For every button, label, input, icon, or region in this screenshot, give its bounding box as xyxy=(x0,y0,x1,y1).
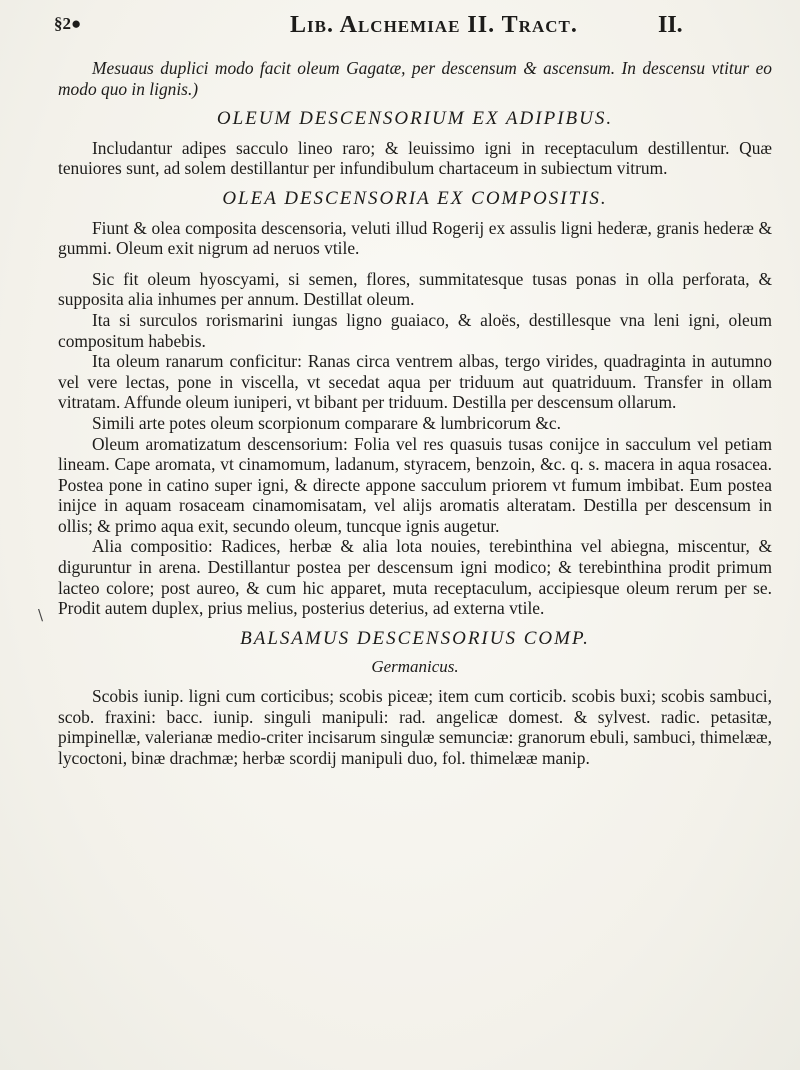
running-title: Lib. Alchemiae II. Tract. xyxy=(290,12,578,38)
paragraph-balsamus: Scobis iunip. ligni cum corticibus; scobis piceæ; item cum corticib. scobis buxi; scobis sambuci, scob. fraxini: bacc. iunip. singuli manipuli: rad. angelicæ domest. & sylvest. radic. petasitæ, pimpinellæ, valerianæ medio-criter incisarum singulæ semunciæ: granorum ebuli, sambuci, thimelææ, lycoctoni, binæ drachmæ; herbæ scordij manipuli duo, fol. thimelææ manip. xyxy=(58,686,772,768)
section-heading-compositis: OLEA DESCENSORIA EX COMPOSITIS. xyxy=(222,187,608,209)
intro-paragraph: Mesuaus duplici modo facit oleum Gagatæ, per descensum & ascensum. In descensu vtitur eo modo quo in lignis.) xyxy=(58,58,772,99)
paragraph-ranarum: Ita oleum ranarum conficitur: Ranas circa ventrem albas, tergo virides, quadraginta in autumno vel vere lectas, pone in viscella, vt secedat aqua per triduum aut quatriduum. Transfer in ollam vitratam. Affunde oleum iuniperi, vt bibant per triduum. Destilla per descensum ollarum. xyxy=(58,351,772,413)
paragraph-scorpionum: Simili arte potes oleum scorpionum comparare & lumbricorum &c. xyxy=(92,412,561,433)
paragraph-hyoscyami: Sic fit oleum hyoscyami, si semen, flores, summitatesque tusas ponas in olla perforata, & supposita alia inhumes per annum. Destillat oleum. xyxy=(58,268,772,310)
page-header xyxy=(54,8,774,48)
page-number: §2● xyxy=(54,14,82,33)
paragraph-rorismarini: Ita si surculos rorismarini iungas ligno guaiaco, & aloës, destillesque vna leni igni, oleum compositum habebis. xyxy=(58,309,772,351)
paragraph-rogerij: Fiunt & olea composita descensoria, veluti illud Rogerij ex assulis ligni hederæ, granis hederæ & gummi. Oleum exit nigrum ad neruos vtile. xyxy=(58,217,772,259)
paragraph-aromatizatum: Oleum aromatizatum descensorium: Folia vel res quasuis tusas conijce in sacculum vel petiam lineam. Cape aromata, vt cinamomum, ladanum, styracem, benzoin, &c. q. s. macera in aqua rosacea. Postea pone in catino super igni, & directe appone sacculum priorem vt fumum imbibat. Eum postea inijce in aquam rosaceam cinamomisatam, vel alijs aromatis alteratam. Destilla per descensum in ollis; & primo aqua exit, secundo oleum, tuncque ignis augetur. xyxy=(58,433,772,536)
paragraph-alia-compositio: Alia compositio: Radices, herbæ & alia lota nouies, terebinthina vel abiegna, miscentur, & diguruntur in arena. Destillantur postea per descensum igni modico; & terebinthina prodit primum lacteo colore; post aureo, & cum hic apparet, muta receptaculum, accipiesque oleum rerum per se. Prodit autem duplex, prius melius, posterius deterius, ad externa vtile. xyxy=(58,536,772,619)
margin-mark: \ xyxy=(38,606,44,624)
running-title-end: II. xyxy=(658,12,683,38)
spacer xyxy=(58,259,772,269)
section-heading-balsamus: BALSAMUS DESCENSORIUS COMP. xyxy=(240,627,590,649)
page-body xyxy=(58,58,772,768)
section-subheading-germanicus: Germanicus. xyxy=(371,657,459,677)
section-heading-adipibus: OLEUM DESCENSORIUM EX ADIPIBUS. xyxy=(216,108,614,130)
paragraph-adipibus: Includantur adipes sacculo lineo raro; & leuissimo igni in receptaculum destillentur. Quæ tenuiores sunt, ad solem destillantur per infundibulum chartaceum in subiectum vitrum. xyxy=(58,137,772,179)
